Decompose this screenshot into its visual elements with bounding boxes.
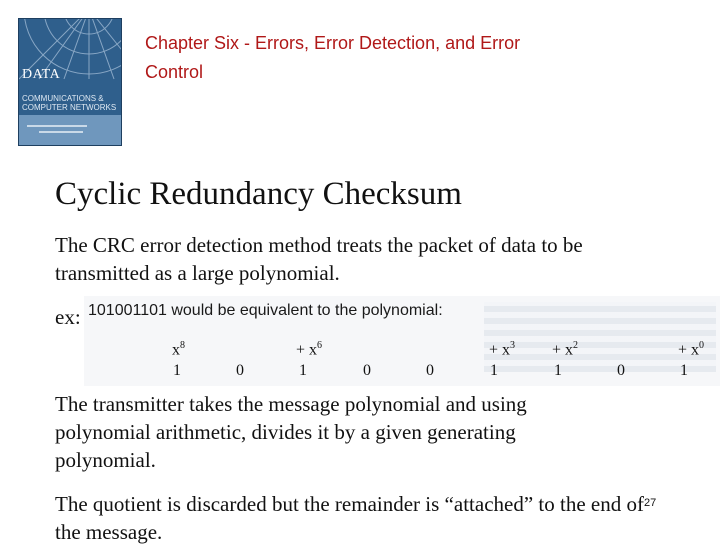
quotient-paragraph: The quotient is discarded but the remainder is “attached” to the end of the message. [55,492,644,544]
poly-term: $x^8$ [172,340,185,359]
cover-decoration [27,125,87,127]
poly-term: + $x^3$ [489,340,516,359]
cover-subtitle: COMMUNICATIONS & COMPUTER NETWORKS [22,94,117,112]
poly-bit: 0 [236,362,244,379]
slide-heading: Cyclic Redundancy Checksum [55,176,462,212]
transmitter-paragraph: The transmitter takes the message polynomial and using polynomial arithmetic, divides it by a given generating polynomial. [55,392,527,472]
page-number: 27 [644,497,657,509]
poly-bit: 1 [173,362,181,379]
poly-bit: 0 [617,362,625,379]
cover-strip [19,115,121,145]
poly-bit: 0 [426,362,434,379]
polynomial-example [84,296,720,386]
poly-bit: 1 [490,362,498,379]
chapter-title: Chapter Six - Errors, Error Detection, and Error Control [145,33,521,82]
poly-term: + $x^2$ [552,340,579,359]
poly-bit: 0 [363,362,371,379]
poly-bit: 1 [299,362,307,379]
example-label: ex: [55,305,81,329]
poly-term: + $x^0$ [678,340,705,359]
cover-title: DATA [22,67,61,82]
book-cover-image [18,18,122,146]
example-header: 101001101 would be equivalent to the polynomial: [88,302,443,319]
poly-term: + $x^6$ [296,340,323,359]
poly-bit: 1 [680,362,688,379]
poly-bit: 1 [554,362,562,379]
cover-decoration [39,131,83,133]
intro-paragraph: The CRC error detection method treats the packet of data to be transmitted as a large polynomial. [55,233,583,285]
